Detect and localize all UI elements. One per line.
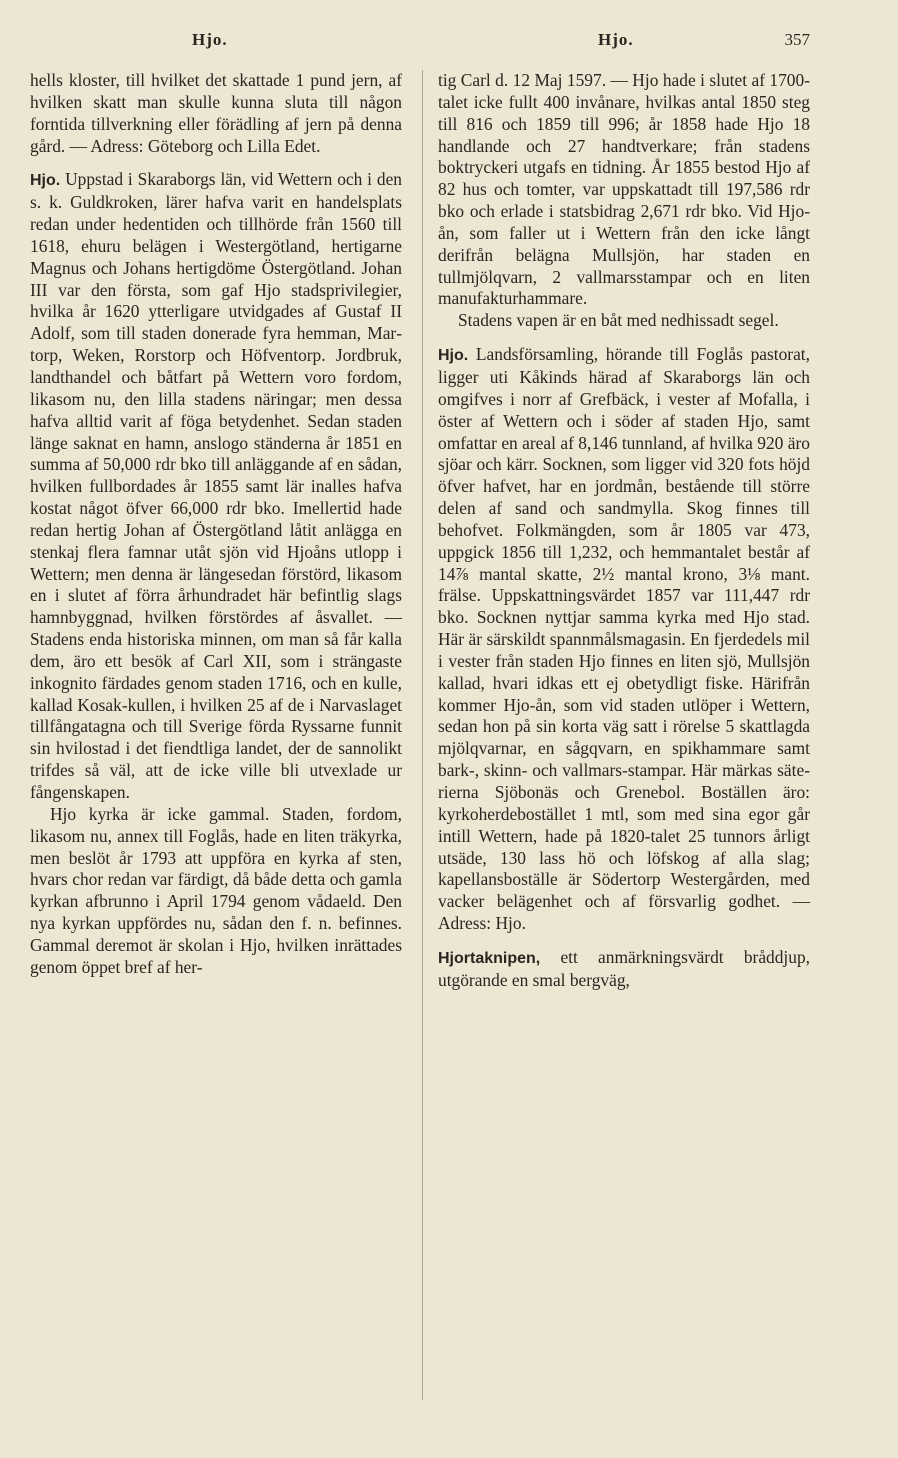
entry-body: Uppstad i Skaraborgs län, vid Wettern och i den s. k. Guldkroken, lärer hafva varit en handelsplats redan under hedentiden och tillhörde från 1560 till 1618, ehuru belägen i Westergötland, hertigarne Magnus och Johans hertigdöme Östergötland. Johan III var den första, som gaf Hjo stadsprivilegier, hvilka år 1620 ytterligare utvidgades af Gustaf II Adolf, som till staden donerade fyra hemman, Martorp, Weken, Rorstorp och Höfventorp. Jordbruk, landthandel och båtfart på Wettern voro fordom, likasom nu, den lilla stadens näringar; men dessa hafva alltid varit af föga betydenhet. Sedan staden länge saknat en hamn, anslogo ständerna år 1851 en summa af 50,000 rdr bko till anläggande af en sådan, hvilken fullbordades år 1855 samt lär inalles hafva kostat något öfver 66,000 rdr bko. Imellertid hade redan hertig Johan af Östergötland låtit anlägga en stenkaj flera famnar utåt sjön vid Hjoåns utlopp i Wettern; men denna är längesedan förstörd, likasom en i slutet af förra århundradet här befintlig slags hamnbyggnad, hvilken förstördes af åsvallet. — Stadens enda historiska minnen, om man så får kalla dem, äro ett besök af Carl XII, som i strängaste inkognito färdades genom staden 1716, och en kulle, kallad Kosak-kullen, i hvilken 25 af de i Narvaslaget tillfångatagna och till Sverige förda Ryssarne funnit sin hvilostad i det fiendtliga landet, der de sannolikt trifdes så väl, att de icke ville bli utvexlade ur fångenskapen. [30,169,402,802]
page-number: 357 [784,30,810,49]
paragraph-klosters-end: hells kloster, till hvilket det skattade 1 pund jern, af hvilken skatt man skulle kunna sluta till någon forntida tillverkning eller förädling af jern på denna gård. — Adress: Göteborg och Lilla Edet. [30,70,402,156]
entry-headword: Hjo. [438,347,469,365]
left-column [30,70,402,979]
entry-hjo-stad [30,169,402,803]
entry-headword: Hjortaknipen, [438,949,541,967]
entry-body: Landsförsamling, hörande till Foglås pastorat, ligger uti Kåkinds härad af Skaraborgs län och omgifves i norr af Grefbäck, i vester af Mofalla, i öster af Wettern och i söder af staden Hjo, samt omfattar en areal af 8,146 tunnland, af hvilka 920 äro sjöar och kärr. Socknen, som ligger vid 320 fots höjd öfver hafvet, har en jordmån, bestående till större delen af sand och sandmylla. Skog finnes till behofvet. Folkmängden, som år 1805 var 473, uppgick 1856 till 1,232, och hemmantalet består af 14⅞ mantal skatte, 2½ mantal krono, 3⅛ mant. frälse. Uppskattningsvärdet 1857 var 111,447 rdr bko. Socknen nyttjar samma kyrka med Hjo stad. Här är särskildt spannmålsmagasin. En fjerdedels mil i vester från staden Hjo finnes en liten sjö, Mullsjön kallad, hvari idkas ett ej obetydligt fiske. Härifrån kommer Hjo-ån, som vid staden utlöper i Wettern, sedan hon på sin korta väg satt i rörelse 5 skattlagda mjölqvarnar, en sågqvarn, en spikhammare samt bark-, skinn- och vallmars-stampar. Här märkas säterierna Sjöbonäs och Grenebol. Boställen äro: kyrkoherdebostället 1 mtl, som med sina egor går intill Wettern, hade på 1820-talet 25 tunnors årligt utsäde, 130 lass hö och löfskog af alla slag; kapellansboställe är Södertorp Westergården, med vacker belägenhet och af försvarlig godhet. — Adress: Hjo. [438,344,810,934]
running-head-right: Hjo. [598,30,634,49]
right-column [438,70,810,992]
paragraph-hjo-kyrka: Hjo kyrka är icke gammal. Staden, fordom, likasom nu, annex till Foglås, hade en liten träkyrka, men beslöt år 1793 att uppföra en kyrka af sten, hvars chor redan var färdigt, då både detta och gamla kyrkan afbrunno i April 1794 genom vådaeld. Den nya kyrkan uppfördes nu, sådan den f. n. befinnes. Gammal deremot är skolan i Hjo, hvilken inrättades genom öppet bref af her- [30,803,402,977]
entry-hjo-landsforsamling [438,344,810,935]
entry-hjortaknipen [438,947,810,992]
paragraph-stadens-vapen: Stadens vapen är en båt med nedhissadt segel. [458,310,779,331]
paragraph-hjo-continued: tig Carl d. 12 Maj 1597. — Hjo hade i slutet af 1700-talet icke fullt 400 invånare, hvilkas antal 1850 steg till 816 och 1859 till 996; år 1858 hade Hjo 18 handlande och 27 handtverkare; från stadens boktryckeri utgafs en tidning. År 1855 bestod Hjo af 82 hus och tomter, var uppskattadt till 197,586 rdr bko och erlade i statsbidrag 2,671 rdr bko. Vid Hjo-ån, som faller ut i Wettern från den icke långt derifrån belägna Mullsjön, har staden en tullmjölqvarn, 2 vallmarsstampar och en liten manufakturhammare. [438,70,810,309]
running-head-left: Hjo. [192,30,228,49]
entry-body: ett anmärkningsvärdt bråddjup, utgörande en smal bergväg, [438,946,810,990]
entry-headword: Hjo. [30,172,61,190]
column-divider [422,70,423,1400]
